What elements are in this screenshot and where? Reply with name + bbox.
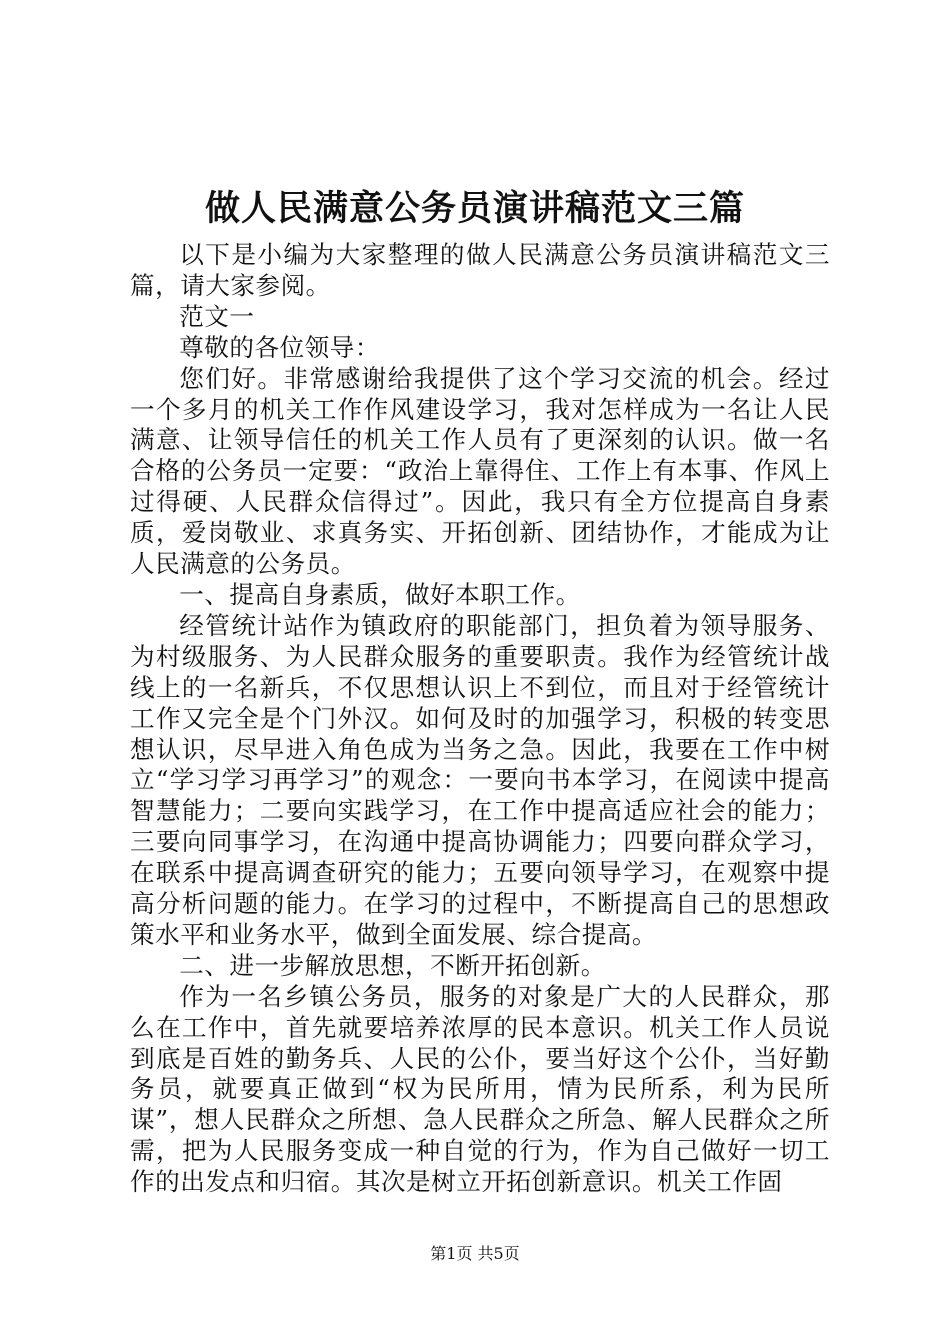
paragraph-heading-two: 二、进一步解放思想，不断开拓创新。 <box>179 950 606 980</box>
document-body <box>130 240 830 1198</box>
page-footer: 第1页 共5页 <box>430 1244 520 1263</box>
paragraph-intro: 以下是小编为大家整理的做人民满意公务员演讲稿范文三篇，请大家参阅。 <box>130 240 830 300</box>
paragraph-body-one: 经管统计站作为镇政府的职能部门，担负着为领导服务、为村级服务、为人民群众服务的重要职责。我作为经管统计战线上的一名新兵，不仅思想认识上不到位，而且对于经管统计工作又完全是个门外汉。如何及时的加强学习，积极的转变思想认识，尽早进入角色成为当务之急。因此，我要在工作中树立“学习学习再学习”的观念：一要向书本学习，在阅读中提高智慧能力；二要向实践学习，在工作中提高适应社会的能力；三要向同事学习，在沟通中提高协调能力；四要向群众学习，在联系中提高调查研究的能力；五要向领导学习，在观察中提高分析问题的能力。在学习的过程中，不断提高自己的思想政策水平和业务水平，做到全面发展、综合提高。 <box>130 610 830 949</box>
paragraph-section-label: 范文一 <box>179 301 255 331</box>
paragraph-salutation: 尊敬的各位领导： <box>179 332 380 362</box>
paragraph-body-two: 作为一名乡镇公务员，服务的对象是广大的人民群众，那么在工作中，首先就要培养浓厚的民本意识。机关工作人员说到底是百姓的勤务兵、人民的公仆，要当好这个公仆，当好勤务员，就要真正做到“权为民所用，情为民所系，利为民所谋”，想人民群众之所想、急人民群众之所急、解人民群众之所需，把为人民服务变成一种自觉的行为，作为自己做好一切工作的出发点和归宿。其次是树立开拓创新意识。机关工作固 <box>130 981 830 1197</box>
paragraph-heading-one: 一、提高自身素质，做好本职工作。 <box>179 579 581 609</box>
document-title: 做人民满意公务员演讲稿范文三篇 <box>204 188 745 229</box>
paragraph-opening: 您们好。非常感谢给我提供了这个学习交流的机会。经过一个多月的机关工作作风建设学习，我对怎样成为一名让人民满意、让领导信任的机关工作人员有了更深刻的认识。做一名合格的公务员一定要：“政治上靠得住、工作上有本事、作风上过得硬、人民群众信得过”。因此，我只有全方位提高自身素质，爱岗敬业、求真务实、开拓创新、团结协作，才能成为让人民满意的公务员。 <box>130 363 830 579</box>
